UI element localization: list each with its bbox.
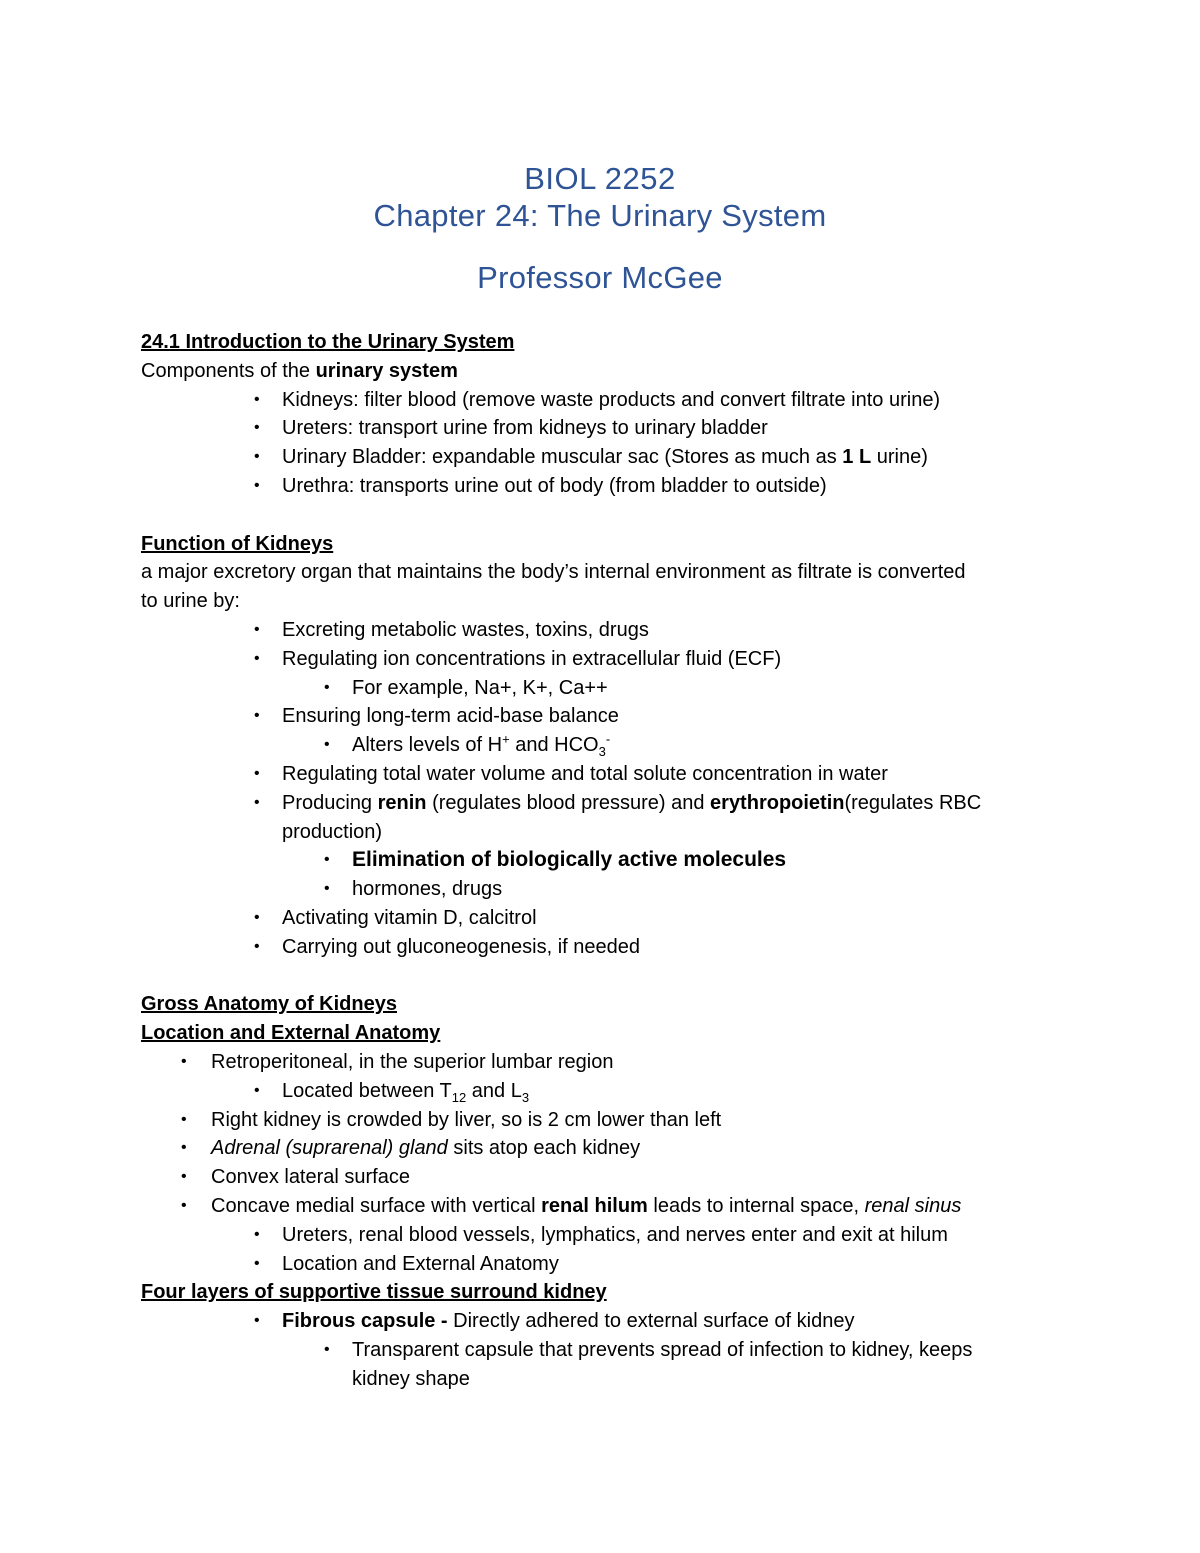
chapter-title: Chapter 24: The Urinary System: [373, 198, 827, 233]
list-item: • Convex lateral surface: [181, 1166, 410, 1189]
list-item: • Concave medial surface with vertical renal hilum leads to internal space, renal sinus: [181, 1194, 962, 1217]
title-block: [0, 160, 1200, 296]
list-item: • Regulating total water volume and total solute concentration in water: [254, 762, 888, 785]
list-item: • Excreting metabolic wastes, toxins, drugs: [254, 618, 649, 641]
paragraph: Components of the urinary system: [141, 359, 458, 382]
document-body: [141, 328, 1061, 1393]
list-item: • Ureters: transport urine from kidneys to urinary bladder: [254, 417, 768, 440]
list-item: • Fibrous capsule - Directly adhered to external surface of kidney: [254, 1310, 855, 1333]
list-item: • Urinary Bladder: expandable muscular sac (Stores as much as 1 L urine): [254, 446, 928, 469]
list-item: • Kidneys: filter blood (remove waste products and convert filtrate into urine): [254, 388, 941, 411]
list-item: • Transparent capsule that prevents spread of infection to kidney, keeps: [324, 1338, 973, 1361]
list-item: • Location and External Anatomy: [254, 1252, 559, 1275]
section-heading-function: Function of Kidneys: [141, 532, 334, 555]
subsection-heading-location: Location and External Anatomy: [141, 1022, 441, 1045]
list-item: • hormones, drugs: [324, 878, 503, 901]
list-item: • Urethra: transports urine out of body (from bladder to outside): [254, 474, 827, 497]
list-item-continuation: production): [282, 820, 383, 843]
list-item-continuation: kidney shape: [352, 1367, 470, 1390]
section-heading-intro: 24.1 Introduction to the Urinary System: [141, 331, 515, 353]
list-item: • Carrying out gluconeogenesis, if needed: [254, 935, 641, 958]
list-item: • Ensuring long-term acid-base balance: [254, 705, 619, 728]
list-item: • For example, Na+, K+, Ca++: [324, 676, 608, 699]
list-item: • Elimination of biologically active molecules: [324, 848, 787, 872]
paragraph: to urine by:: [141, 590, 240, 613]
list-item: • Adrenal (suprarenal) gland sits atop each kidney: [181, 1137, 641, 1160]
section-heading-supportive-tissue: Four layers of supportive tissue surround kidney: [141, 1281, 607, 1304]
list-item: • Ureters, renal blood vessels, lymphatics, and nerves enter and exit at hilum: [254, 1223, 948, 1246]
list-item: • Activating vitamin D, calcitrol: [254, 906, 537, 929]
list-item: • Right kidney is crowded by liver, so is 2 cm lower than left: [181, 1108, 722, 1131]
paragraph: a major excretory organ that maintains the body’s internal environment as filtrate is converted: [141, 561, 966, 584]
professor-name: Professor McGee: [477, 260, 723, 295]
list-item: • Regulating ion concentrations in extracellular fluid (ECF): [254, 647, 782, 670]
list-item: • Retroperitoneal, in the superior lumbar region: [181, 1050, 614, 1073]
list-item: • Located between $T_{12}$ and $L_3$: [254, 1079, 530, 1105]
course-title: BIOL 2252: [524, 161, 676, 196]
section-heading-gross-anatomy: Gross Anatomy of Kidneys: [141, 993, 397, 1016]
list-item: • Alters levels of H+ and $HCO_3^-$: [324, 731, 611, 760]
list-item: • Producing renin (regulates blood pressure) and erythropoietin(regulates RBC: [254, 791, 982, 814]
